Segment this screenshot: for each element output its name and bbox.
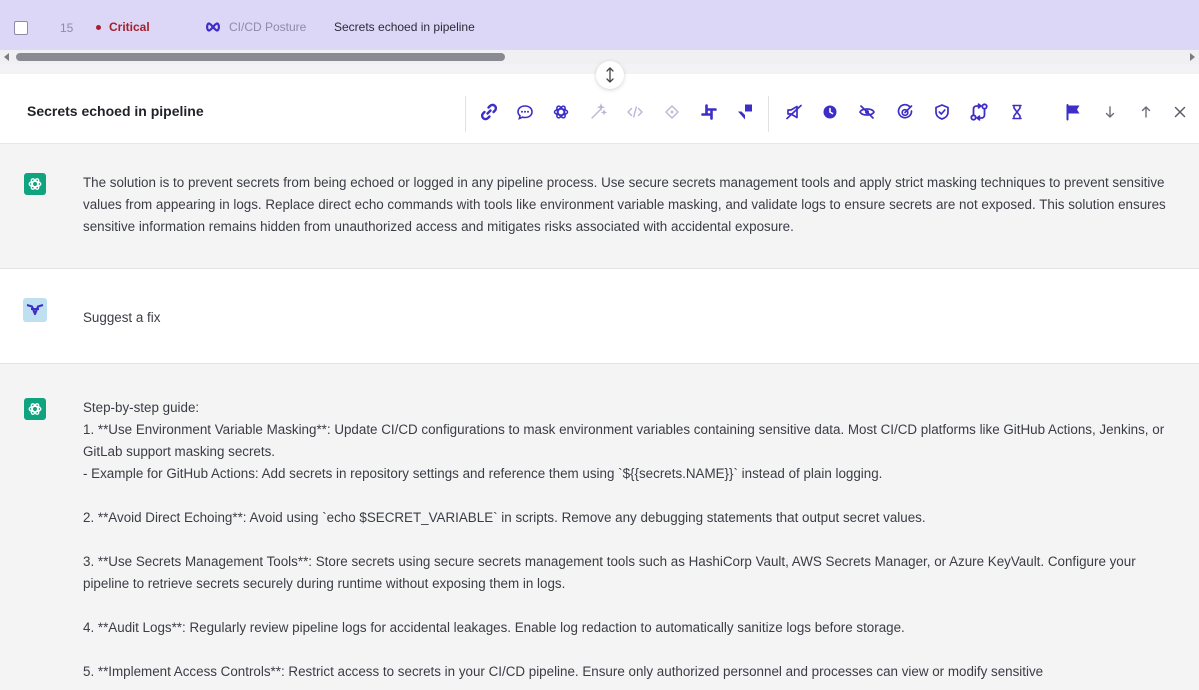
severity-label: Critical <box>109 20 150 34</box>
chat-message-assistant <box>0 144 1199 269</box>
hide-button[interactable] <box>857 102 877 122</box>
infinity-icon <box>205 22 221 32</box>
finding-title-cell: Secrets echoed in pipeline <box>334 20 475 34</box>
category-cell <box>205 20 306 34</box>
slack-button[interactable] <box>699 102 719 122</box>
resize-handle[interactable] <box>596 61 624 89</box>
pull-request-button[interactable] <box>969 102 989 122</box>
resize-vertical-icon <box>605 67 615 83</box>
close-icon <box>1173 105 1187 119</box>
magic-wand-button[interactable] <box>588 102 608 122</box>
comment-button[interactable] <box>515 102 535 122</box>
code-button[interactable] <box>625 102 645 122</box>
assistant-avatar <box>24 173 46 195</box>
next-button[interactable] <box>1100 102 1120 122</box>
severity-badge <box>96 20 150 34</box>
eye-off-icon <box>858 103 876 121</box>
shield-check-icon <box>933 103 951 121</box>
pull-request-icon <box>969 102 989 122</box>
flag-button[interactable] <box>1063 102 1083 122</box>
clock-icon <box>821 103 839 121</box>
row-number: 15 <box>60 21 74 35</box>
magic-wand-icon <box>589 103 607 121</box>
arrow-down-icon <box>1103 105 1117 119</box>
toolbar-divider <box>465 96 466 132</box>
megaphone-off-icon <box>785 103 803 121</box>
severity-dot-icon <box>96 25 101 30</box>
chat-message-user <box>0 269 1199 364</box>
assistant-avatar <box>24 398 46 420</box>
comment-icon <box>516 103 534 121</box>
findings-table-row-selected[interactable] <box>0 0 1199 50</box>
openai-icon <box>27 401 43 417</box>
message-text: The solution is to prevent secrets from being echoed or logged in any pipeline process. Use secure secrets management tools and apply strict masking techniques to prevent sensitive values from appearing in logs. Replace direct echo commands with tools like environment variable masking, and validate logs to ensure secrets are not exposed. This solution ensures sensitive information remains hidden from unauthorized access and mitigates risks associated with accidental exposure. <box>83 175 1170 234</box>
scroll-left-arrow-icon[interactable] <box>4 53 9 61</box>
git-button[interactable] <box>662 102 682 122</box>
unannounce-button[interactable] <box>784 102 804 122</box>
shield-button[interactable] <box>932 102 952 122</box>
user-avatar <box>23 298 47 322</box>
toolbar-divider <box>768 96 769 132</box>
jira-icon <box>736 103 754 121</box>
row-checkbox[interactable] <box>14 21 28 35</box>
hourglass-button[interactable] <box>1007 102 1027 122</box>
link-icon <box>480 103 498 121</box>
target-icon <box>896 103 914 121</box>
scrollbar-thumb[interactable] <box>16 53 505 61</box>
brand-logo-icon <box>26 303 44 317</box>
snooze-button[interactable] <box>820 102 840 122</box>
link-button[interactable] <box>479 102 499 122</box>
close-button[interactable] <box>1170 102 1190 122</box>
openai-icon <box>552 103 570 121</box>
git-icon <box>663 103 681 121</box>
openai-icon <box>27 176 43 192</box>
message-text: Suggest a fix <box>83 310 161 325</box>
hourglass-icon <box>1008 103 1026 121</box>
jira-button[interactable] <box>735 102 755 122</box>
target-button[interactable] <box>895 102 915 122</box>
scroll-right-arrow-icon[interactable] <box>1190 53 1195 61</box>
panel-title: Secrets echoed in pipeline <box>27 103 204 119</box>
arrow-up-icon <box>1139 105 1153 119</box>
slack-icon <box>700 103 718 121</box>
openai-button[interactable] <box>551 102 571 122</box>
flag-icon <box>1064 103 1082 121</box>
horizontal-scrollbar[interactable] <box>0 50 1199 64</box>
previous-button[interactable] <box>1136 102 1156 122</box>
chat-message-assistant <box>0 364 1199 690</box>
category-label: CI/CD Posture <box>229 20 307 34</box>
code-icon <box>626 103 644 121</box>
message-text: Step-by-step guide: 1. **Use Environment Variable Masking**: Update CI/CD configurations to mask environment variables containing sensitive data. Most CI/CD platforms like GitHub Actions, Jenkins, or GitLab support masking secrets. - Example for GitHub Actions: Add secrets in repository settings and reference them using `${{secrets.NAME}}` instead of plain logging. 2. **Avoid Direct Echoing**: Avoid using `echo $SECRET_VARIABLE` in scripts. Remove any debugging statements that output secret values. 3. **Use Secrets Management Tools**: Store secrets using secure secrets management tools such as HashiCorp Vault, AWS Secrets Manager, or Azure KeyVault. Configure your pipeline to retrieve secrets securely during runtime without exposing them in logs. 4. **Audit Logs**: Regularly review pipeline logs for accidental leakages. Enable log redaction to automatically sanitize logs before storage. 5. **Implement Access Controls**: Restrict access to secrets in your CI/CD pipeline. Ensure only authorized personnel and processes can view or modify sensitive <box>83 400 1165 679</box>
